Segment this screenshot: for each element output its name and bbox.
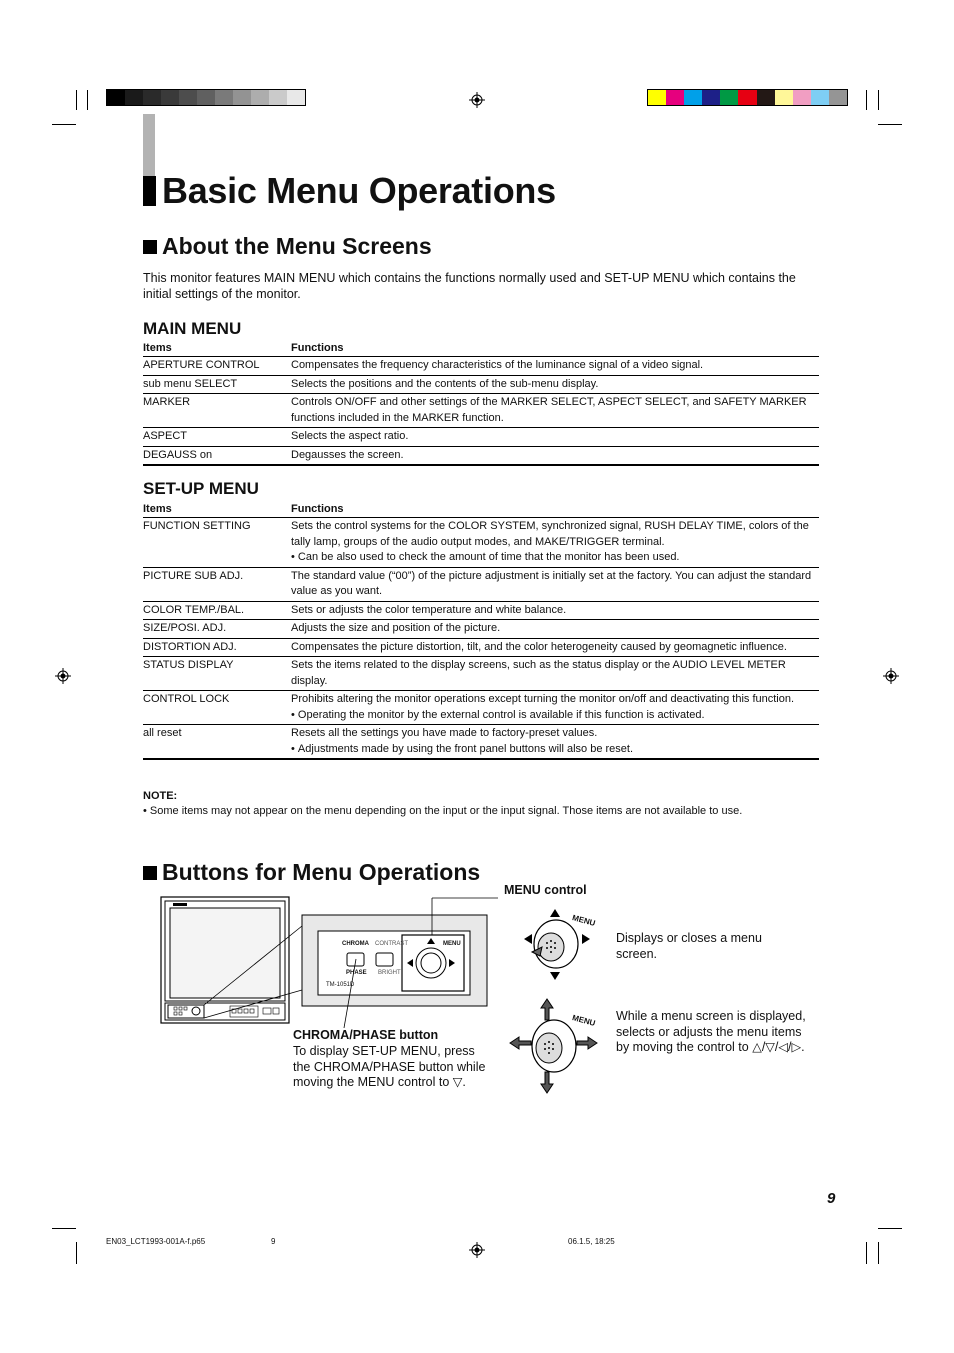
- function-text: The standard value (“00”) of the picture adjustment is initially set at the factory. You can adjust the standard value as you want.: [291, 569, 812, 597]
- crop-mark: [52, 1228, 76, 1229]
- table-row: [143, 691, 819, 725]
- footer-date: 06.1.5, 18:25: [568, 1237, 615, 1246]
- color-swatch: [143, 90, 161, 105]
- column-header-items: Items: [143, 501, 291, 518]
- row-function: [291, 428, 819, 447]
- row-item: PICTURE SUB ADJ.: [143, 567, 291, 601]
- table-row: [143, 638, 819, 657]
- color-swatch: [720, 90, 738, 105]
- table-row: [143, 518, 819, 568]
- color-swatch: [125, 90, 143, 105]
- crop-mark: [878, 90, 879, 110]
- color-swatch: [197, 90, 215, 105]
- color-swatch: [829, 90, 847, 105]
- row-function: [291, 638, 819, 657]
- function-bullet: • Adjustments made by using the front panel buttons will also be reset.: [291, 742, 819, 758]
- table-row: [143, 657, 819, 691]
- table-row: [143, 567, 819, 601]
- chroma-phase-label: CHROMA/PHASE button: [293, 1028, 439, 1042]
- row-function: [291, 691, 819, 725]
- color-swatch: [793, 90, 811, 105]
- panel-label-model: TM-1051D: [326, 982, 355, 988]
- row-function: [291, 657, 819, 691]
- grayscale-strip: [106, 89, 306, 106]
- function-text: Compensates the frequency characteristics of the luminance signal of a video signal.: [291, 359, 704, 371]
- color-swatch: [251, 90, 269, 105]
- menu-control-label: MENU control: [504, 883, 587, 897]
- monitor-illustration: [158, 893, 498, 1028]
- note-label: NOTE:: [143, 790, 178, 802]
- section-heading-buttons: Buttons for Menu Operations: [143, 859, 480, 886]
- color-swatch: [684, 90, 702, 105]
- row-function: [291, 620, 819, 639]
- table-row: [143, 357, 819, 376]
- crop-mark: [878, 1228, 902, 1229]
- registration-mark-icon: [883, 668, 899, 684]
- function-text: Prohibits altering the monitor operations except turning the monitor on/off and deactivating this function.: [291, 693, 795, 705]
- note-text: • Some items may not appear on the menu depending on the input or the input signal. Those items are not available to use.: [143, 805, 742, 817]
- table-row: [143, 725, 819, 760]
- function-text: Controls ON/OFF and other settings of the MARKER SELECT, ASPECT SELECT, and SAFETY MARKER functions included in the MARKER function.: [291, 396, 807, 424]
- function-text: Sets the control systems for the COLOR SYSTEM, synchronized signal, RUSH DELAY TIME, colors of the tally lamp, groups of the audio output modes, and MAKE/TRIGGER terminal.: [291, 520, 809, 548]
- main-menu-heading: MAIN MENU: [143, 319, 242, 338]
- function-text: Selects the aspect ratio.: [291, 430, 409, 442]
- color-swatch: [738, 90, 756, 105]
- panel-label-phase: PHASE: [346, 970, 367, 976]
- row-item: COLOR TEMP./BAL.: [143, 601, 291, 620]
- chroma-phase-text: To display SET-UP MENU, press the CHROMA/PHASE button while moving the MENU control to ▽.: [293, 1044, 486, 1089]
- column-header-functions: Functions: [291, 340, 819, 357]
- row-item: SIZE/POSI. ADJ.: [143, 620, 291, 639]
- crop-mark: [76, 1242, 77, 1264]
- color-swatch: [161, 90, 179, 105]
- color-swatch: [215, 90, 233, 105]
- registration-mark-icon: [55, 668, 71, 684]
- row-item: FUNCTION SETTING: [143, 518, 291, 568]
- function-bullet: • Can be also used to check the amount of time that the monitor has been used.: [291, 550, 819, 566]
- table-row: [143, 620, 819, 639]
- row-function: [291, 375, 819, 394]
- direction-triangles-icon: △/▽/◁/▷: [752, 1040, 802, 1054]
- table-row: [143, 601, 819, 620]
- color-swatch: [179, 90, 197, 105]
- crop-mark: [878, 1242, 879, 1264]
- color-swatch: [702, 90, 720, 105]
- crop-mark: [52, 124, 76, 125]
- function-bullet: • Operating the monitor by the external control is available if this function is activated.: [291, 708, 819, 724]
- crop-mark: [87, 90, 88, 110]
- row-item: sub menu SELECT: [143, 375, 291, 394]
- function-text: Compensates the picture distortion, tilt, and the color heterogeneity caused by geomagnetic influence.: [291, 640, 787, 653]
- intro-paragraph: This monitor features MAIN MENU which contains the functions normally used and SET-UP MENU which contains the initial settings of the monitor.: [143, 271, 796, 301]
- row-function: [291, 357, 819, 376]
- color-swatch: [269, 90, 287, 105]
- function-text: Adjusts the size and position of the picture.: [291, 622, 501, 634]
- footer-file: EN03_LCT1993-001A-f.p65: [106, 1237, 206, 1246]
- setup-menu-heading: SET-UP MENU: [143, 479, 259, 498]
- function-text: Sets or adjusts the color temperature and white balance.: [291, 603, 567, 616]
- crop-mark: [878, 124, 902, 125]
- row-item: DEGAUSS on: [143, 446, 291, 465]
- table-row: [143, 446, 819, 465]
- color-swatch: [666, 90, 684, 105]
- table-row: [143, 394, 819, 428]
- row-function: [291, 725, 819, 760]
- color-strip: [647, 89, 848, 106]
- section-heading-about: About the Menu Screens: [143, 233, 432, 260]
- table-row: [143, 428, 819, 447]
- row-item: DISTORTION ADJ.: [143, 638, 291, 657]
- panel-label-contrast: CONTRAST: [375, 941, 408, 947]
- row-item: STATUS DISPLAY: [143, 657, 291, 691]
- main-menu-table: [143, 340, 819, 466]
- row-function: [291, 567, 819, 601]
- registration-mark-icon: [469, 92, 485, 108]
- function-text: Resets all the settings you have made to factory-preset values.: [291, 727, 598, 739]
- function-text: Selects the positions and the contents of the sub-menu display.: [291, 377, 599, 390]
- row-item: ASPECT: [143, 428, 291, 447]
- panel-label-chroma: CHROMA: [342, 941, 369, 947]
- row-item: MARKER: [143, 394, 291, 428]
- color-swatch: [648, 90, 666, 105]
- page-title: Basic Menu Operations: [143, 170, 556, 212]
- panel-label-menu: MENU: [443, 941, 461, 947]
- registration-mark-icon: [469, 1242, 485, 1258]
- crop-mark: [866, 90, 867, 110]
- row-function: [291, 446, 819, 465]
- color-swatch: [811, 90, 829, 105]
- row-item: CONTROL LOCK: [143, 691, 291, 725]
- knob-menu-label: MENU: [571, 913, 597, 928]
- color-swatch: [107, 90, 125, 105]
- column-header-functions: Functions: [291, 501, 819, 518]
- color-swatch: [233, 90, 251, 105]
- column-header-items: Items: [143, 340, 291, 357]
- crop-mark: [866, 1242, 867, 1264]
- color-swatch: [287, 90, 305, 105]
- table-row: [143, 375, 819, 394]
- color-swatch: [757, 90, 775, 105]
- menu-control-desc-2: While a menu screen is displayed, selects or adjusts the menu items by moving the control to △/▽/◁/▷.: [616, 1009, 806, 1054]
- menu-control-desc-1: Displays or closes a menu screen.: [616, 931, 762, 961]
- function-text: Sets the items related to the display screens, such as the status display or the AUDIO LEVEL METER display.: [291, 659, 786, 687]
- page-number: 9: [827, 1190, 836, 1207]
- row-function: [291, 518, 819, 568]
- footer-page: 9: [271, 1237, 276, 1246]
- knob-menu-label: MENU: [571, 1013, 597, 1028]
- color-swatch: [775, 90, 793, 105]
- crop-mark: [76, 90, 77, 110]
- down-triangle-icon: ▽: [452, 1075, 463, 1089]
- row-item: APERTURE CONTROL: [143, 357, 291, 376]
- menu-control-move-illustration: [507, 996, 601, 1096]
- row-function: [291, 394, 819, 428]
- row-item: all reset: [143, 725, 291, 760]
- function-text: Degausses the screen.: [291, 448, 404, 461]
- panel-label-bright: BRIGHT: [378, 970, 401, 976]
- setup-menu-table: [143, 501, 819, 760]
- row-function: [291, 601, 819, 620]
